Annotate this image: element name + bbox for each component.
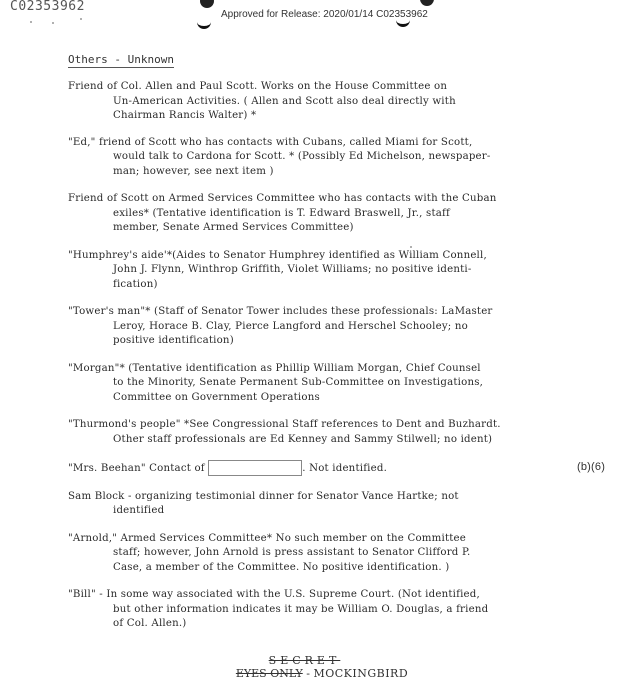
entry-item [68,532,608,576]
punch-hole-left [200,0,214,8]
entry-line: "Arnold," Armed Services Committee* No such member on the Committee [68,532,466,544]
entry-line: Committee on Government Operations [113,391,320,403]
entry-line: member, Senate Armed Services Committee) [113,222,354,233]
entry-line: "Humphrey's aide'*(Aides to Senator Humphrey identified as William Connell, [68,249,487,261]
scan-speck [80,18,82,20]
document-id: C02353962 [10,0,85,14]
entry-line: staff; however, John Arnold is press assistant to Senator Clifford P. [113,547,471,558]
entry-item [68,80,608,124]
handling-caveat: EYES ONLY [235,667,303,680]
entry-line: to the Minority, Senate Permanent Sub-Committee on Investigations, [113,377,484,388]
entry-item [68,588,608,632]
entry-item [68,490,608,519]
entry-line: exiles* (Tentative identification is T. Edward Braswell, Jr., staff [113,207,450,219]
entry-line: Friend of Scott on Armed Services Committee who has contacts with the Cuban [68,193,497,204]
entries-list [68,80,608,645]
entry-line: positive identification) [113,335,234,346]
entry-item [68,418,608,447]
entry-line: Chairman Rancis Walter) * [113,110,257,121]
entry-item [68,362,608,406]
entry-line: Sam Block - organizing testimonial dinner for Senator Vance Hartke; not [68,490,459,502]
entry-line: Leroy, Horace B. Clay, Pierce Langford and Herschel Schooley; no [113,320,468,332]
redacted-entry-prefix: "Mrs. Beehan" Contact of [68,463,205,474]
entry-line: "Morgan"* (Tentative identification as Phillip William Morgan, Chief Counsel [68,362,481,374]
entry-line: fication) [113,278,158,290]
binding-mark-left [197,20,211,29]
scan-speck [52,22,54,24]
punch-hole-right [420,0,434,6]
entry-item [68,192,608,236]
entry-line: "Ed," friend of Scott who has contacts with Cubans, called Miami for Scott, [68,136,473,148]
entry-line: would talk to Cardona for Scott. * (Possibly Ed Michelson, newspaper- [113,151,491,162]
entry-line: "Thurmond's people" *See Congressional Staff references to Dent and Buzhardt. [68,419,501,430]
codeword: MOCKINGBIRD [313,667,409,680]
redaction-box [208,460,302,476]
footer-separator: - [302,667,314,680]
redacted-entry-suffix: . Not identified. [302,463,388,474]
entry-item [68,136,608,180]
release-stamp: Approved for Release: 2020/01/14 C02353962 [221,9,428,20]
entry-line: Case, a member of the Committee. No positive identification. ) [113,561,450,573]
entry-line: Friend of Col. Allen and Paul Scott. Works on the House Committee on [68,81,448,92]
entry-line: Other staff professionals are Ed Kenney and Sammy Stilwell; no ident) [113,433,493,445]
entry-line: "Bill" - In some way associated with the U.S. Supreme Court. (Not identified, [68,589,480,600]
scan-speck [410,246,412,248]
redacted-entry: "Mrs. Beehan" Contact of . Not identified. (b)(6) [68,461,606,474]
entry-line: man; however, see next item ) [113,165,274,177]
entry-item [68,305,608,349]
entry-line: but other information indicates it may be William O. Douglas, a friend [113,603,489,615]
entry-line: identified [113,505,165,516]
classification-footer [0,654,629,680]
entry-item [68,249,608,293]
classification-marking: SECRET [268,654,341,667]
entry-line: John J. Flynn, Winthrop Griffith, Violet Williams; no positive identi- [113,264,472,275]
entry-line: Un-American Activities. ( Allen and Scott also deal directly with [113,95,456,107]
entry-line: of Col. Allen.) [113,618,187,629]
section-title: Others - Unknown [68,53,174,66]
scan-speck [30,21,32,23]
entry-line: "Tower's man"* (Staff of Senator Tower includes these professionals: LaMaster [68,306,493,317]
